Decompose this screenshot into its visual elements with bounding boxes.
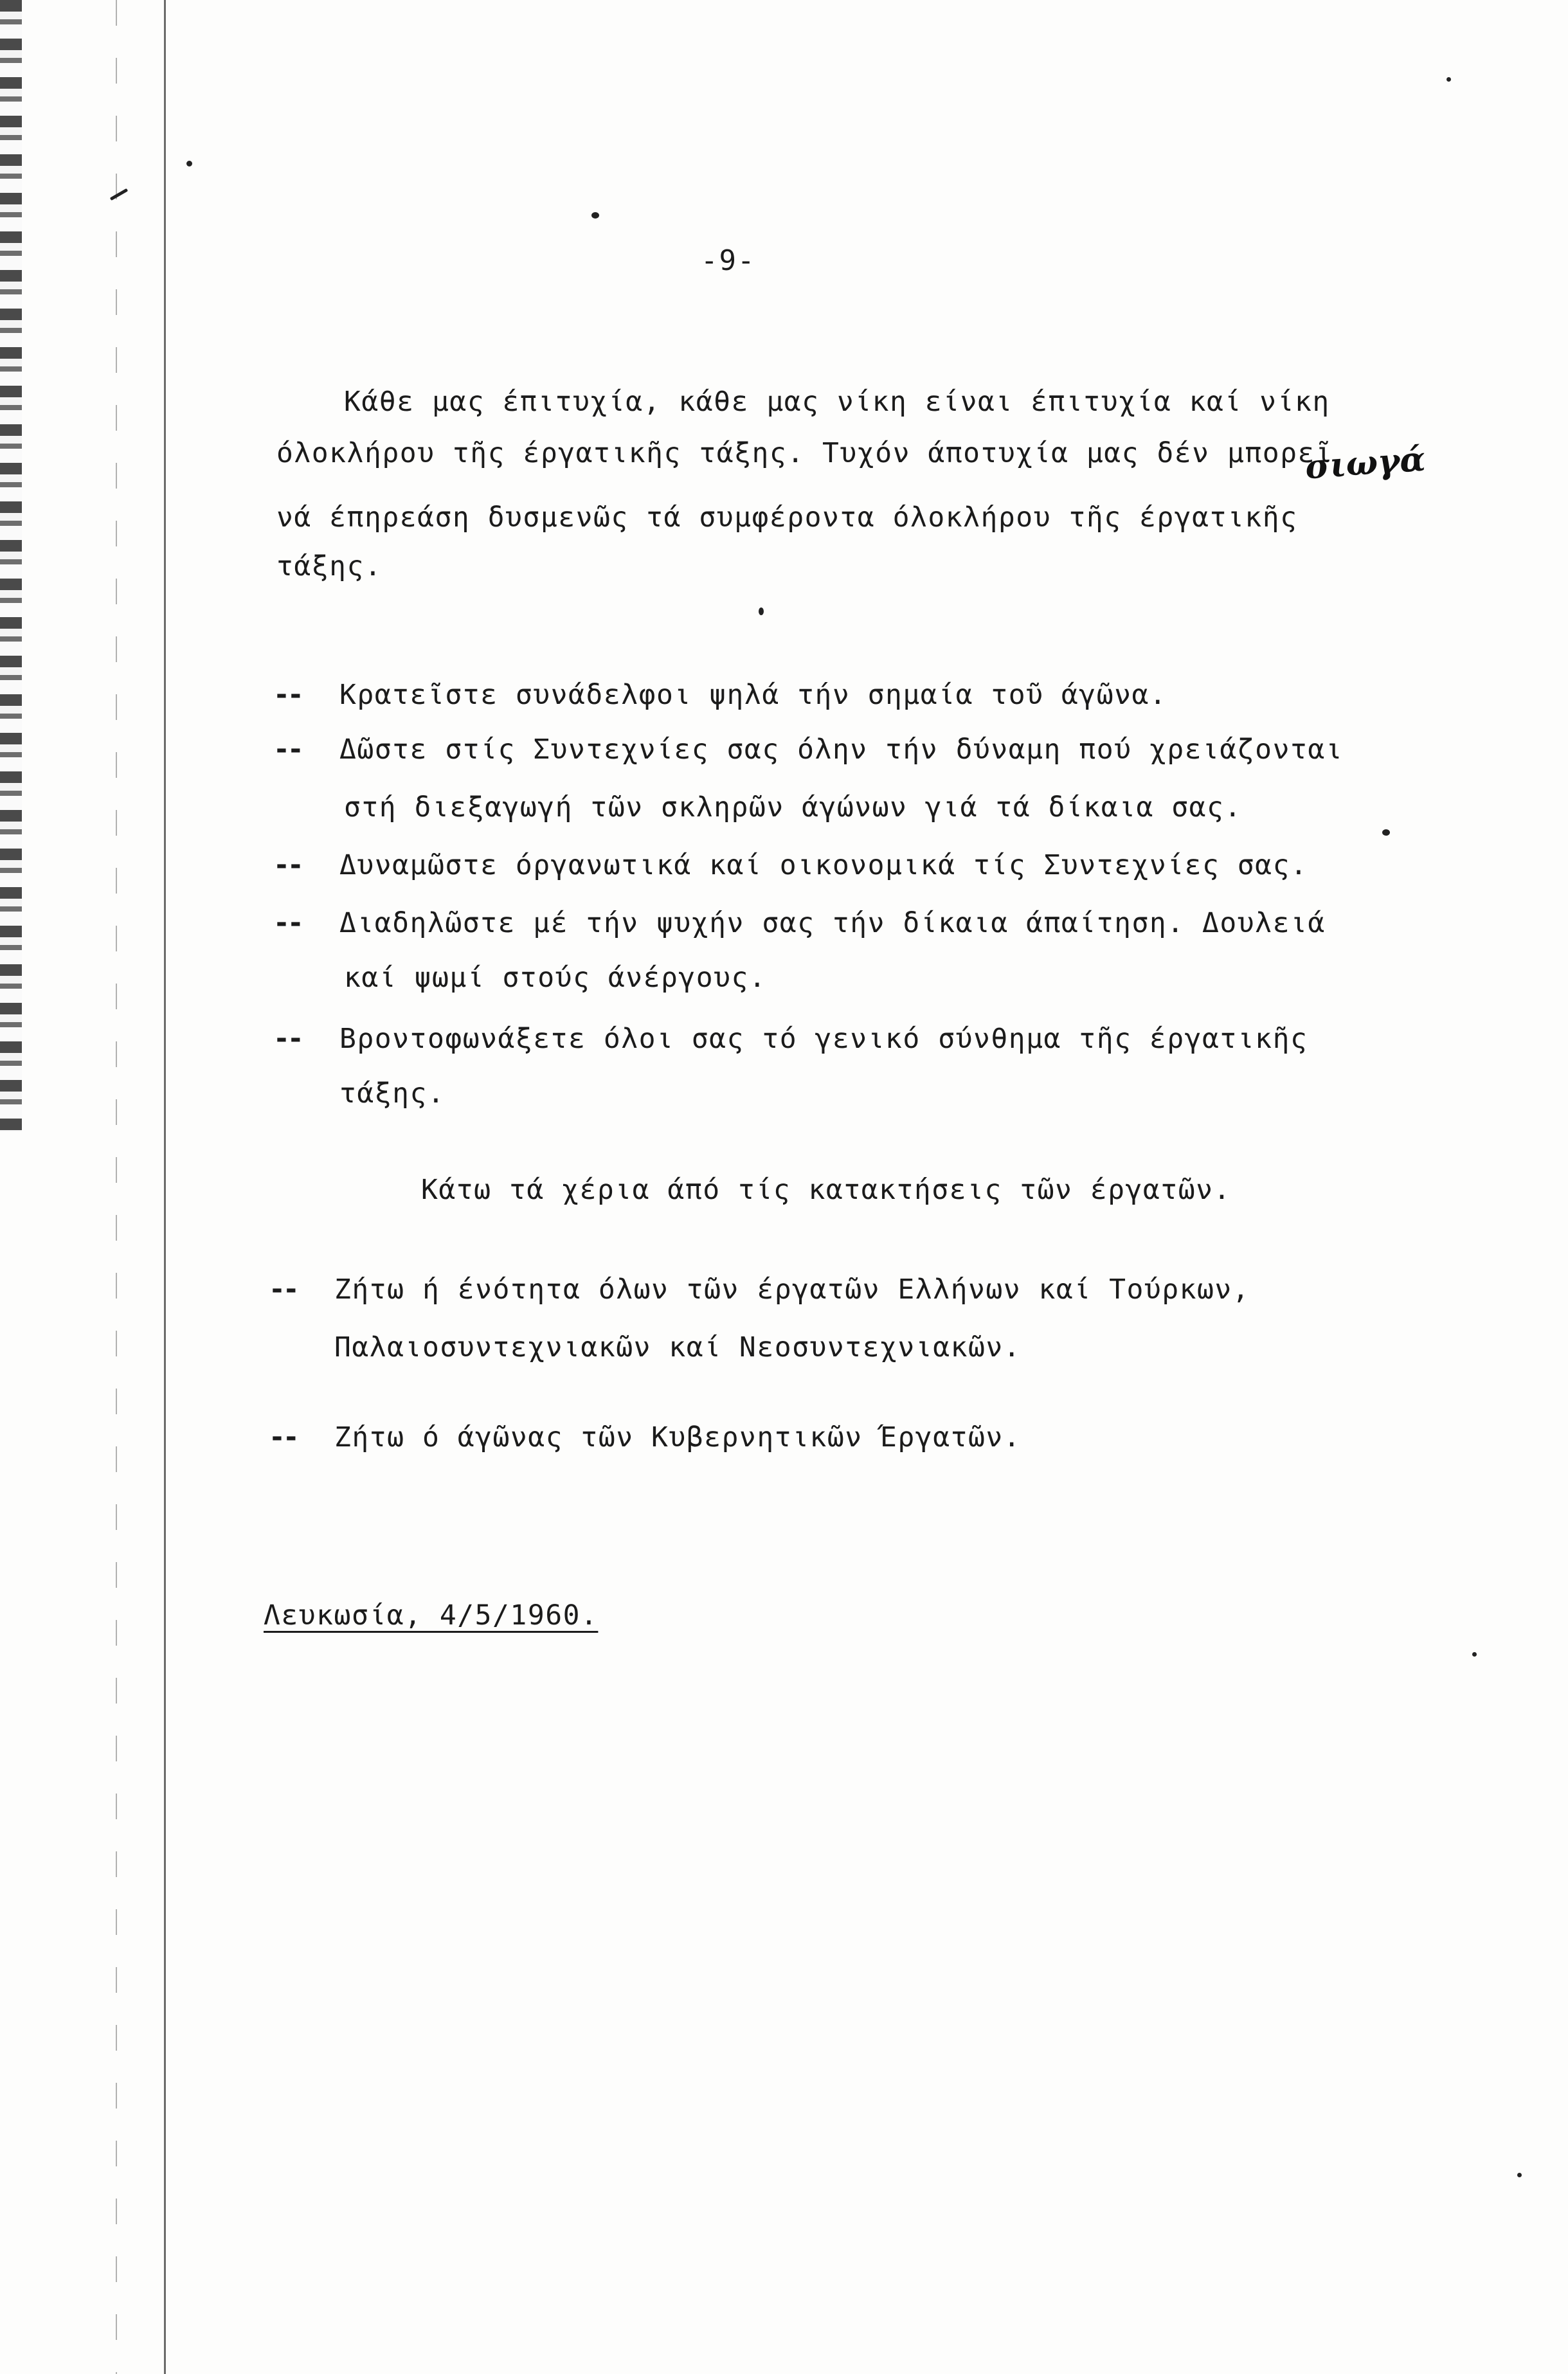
scan-speck [1382, 829, 1390, 836]
scan-binding-edge [0, 0, 22, 1131]
paragraph-line: όλοκλήρου τῆς έργατικῆς τάξης. Τυχόν άποτυχία μας δέν μπορεῖ [276, 437, 1333, 469]
paragraph-line: Κάθε μας έπιτυχία, κάθε μας νίκη είναι έπιτυχία καί νίκη [344, 386, 1330, 418]
bullet-dash: -- [269, 1421, 297, 1453]
bullet-line: Βροντοφωνάξετε όλοι σας τό γενικό σύνθημα τῆς έργατικῆς [339, 1023, 1308, 1055]
scan-speck [110, 188, 128, 201]
bullet-dash: -- [273, 849, 302, 881]
closing-line: Ζήτω ό άγῶνας τῶν Κυβερνητικῶν Έργατῶν. [334, 1421, 1022, 1453]
centered-slogan: Κάτω τά χέρια άπό τίς κατακτήσεις τῶν έργατῶν. [421, 1174, 1231, 1206]
scan-margin-mark [116, 0, 117, 2374]
bullet-dash: -- [269, 1273, 297, 1306]
bullet-line: καί ψωμί στούς άνέργους. [344, 962, 767, 994]
scan-margin-line [164, 0, 166, 2374]
scan-speck [186, 161, 192, 166]
scan-speck [759, 607, 764, 615]
bullet-line: τάξης. [339, 1077, 446, 1110]
bullet-line: Δυναμῶστε όργανωτικά καί οικονομικά τίς Συντεχνίες σας. [339, 849, 1308, 881]
scan-speck [1517, 2173, 1522, 2177]
closing-line: Παλαιοσυντεχνιακῶν καί Νεοσυντεχνιακῶν. [334, 1331, 1022, 1363]
scan-speck [591, 212, 599, 219]
paragraph-line: νά έπηρεάση δυσμενῶς τά συμφέροντα όλοκλήρου τῆς έργατικῆς [276, 501, 1298, 534]
handwritten-margin-note: σιωγά [1304, 439, 1427, 487]
bullet-line: Διαδηλῶστε μέ τήν ψυχήν σας τήν δίκαια άπαίτηση. Δουλειά [339, 907, 1326, 939]
bullet-dash: -- [273, 907, 302, 939]
closing-line: Ζήτω ή ένότητα όλων τῶν έργατῶν Ελλήνων καί Τούρκων, [334, 1273, 1250, 1306]
scan-speck [1446, 77, 1451, 82]
place-date: Λευκωσία, 4/5/1960. [264, 1599, 599, 1632]
bullet-dash: -- [273, 1023, 302, 1055]
bullet-dash: -- [273, 733, 302, 766]
paragraph-line: τάξης. [276, 550, 383, 582]
bullet-line: Κρατεῖστε συνάδελφοι ψηλά τήν σημαία τοῦ άγῶνα. [339, 679, 1167, 711]
bullet-dash: -- [273, 679, 302, 711]
bullet-line: Δῶστε στίς Συντεχνίες σας όλην τήν δύναμη πού χρειάζονται [339, 733, 1344, 766]
scan-speck [1472, 1652, 1477, 1657]
bullet-line: στή διεξαγωγή τῶν σκληρῶν άγώνων γιά τά δίκαια σας. [344, 791, 1242, 823]
page-number: -9- [701, 244, 756, 277]
